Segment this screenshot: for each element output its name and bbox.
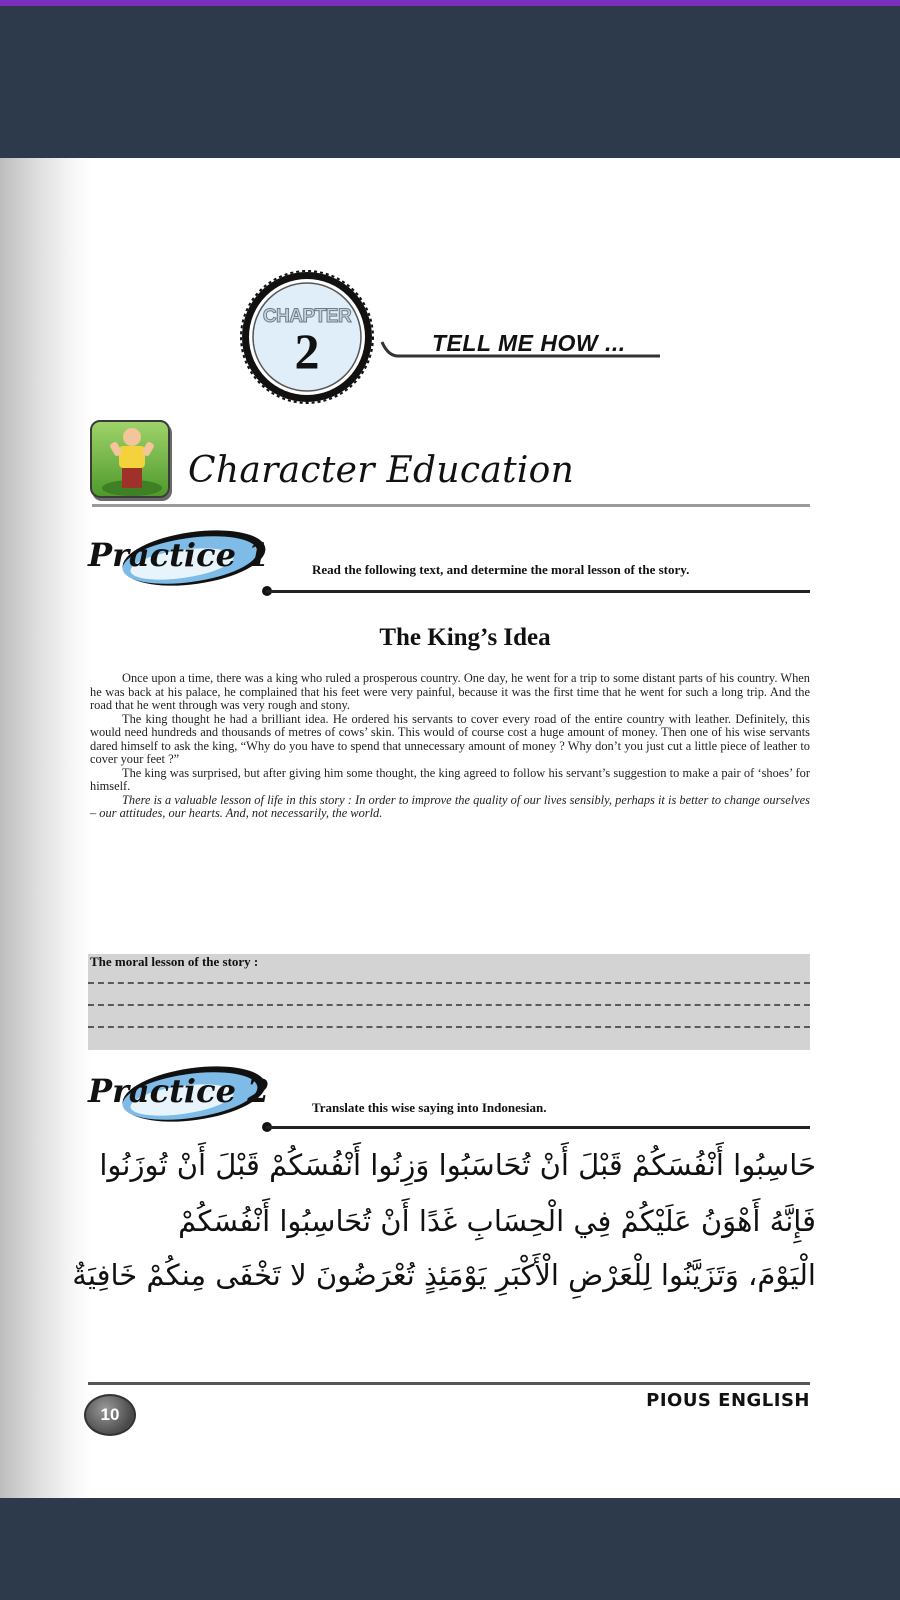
answer-box[interactable] xyxy=(88,954,810,1050)
viewer-top-bar xyxy=(0,6,900,158)
arabic-line: حَاسِبُوا أَنْفُسَكُمْ قَبْلَ أَنْ تُحَاسَبُوا وَزِنُوا أَنْفُسَكُمْ قَبْلَ أَنْ تُوزَنُوا xyxy=(99,1148,816,1182)
page-spine-shadow xyxy=(0,158,92,1498)
arabic-line: الْيَوْمَ، وَتَزَيَّنُوا لِلْعَرْضِ الْأَكْبَرِ يَوْمَئِذٍ تُعْرَضُونَ لا تَخْفَى مِنكُمْ خَافِيَةٌ xyxy=(72,1258,816,1292)
practice-1-rule xyxy=(266,590,810,593)
story-title: The King’s Idea xyxy=(379,624,551,651)
section-divider xyxy=(92,504,810,507)
page-number-badge: 10 xyxy=(84,1394,136,1436)
book-title: PIOUS ENGLISH xyxy=(646,1390,810,1411)
practice-1-text: Practice 1 xyxy=(88,536,270,574)
practice-2-label xyxy=(86,1056,276,1130)
arabic-line: فَإِنَّهُ أَهْوَنُ عَلَيْكُمْ فِي الْحِسَابِ غَدًا أَنْ تُحَاسِبُوا أَنْفُسَكُمْ xyxy=(178,1204,816,1238)
practice-2-rule xyxy=(266,1126,810,1129)
chapter-badge xyxy=(240,270,374,404)
practice-2-instruction: Translate this wise saying into Indonesian. xyxy=(312,1100,547,1115)
answer-line xyxy=(88,1004,810,1006)
footer-divider xyxy=(88,1382,810,1385)
practice-1-instruction: Read the following text, and determine the moral lesson of the story. xyxy=(312,562,690,577)
story-moral-note: There is a valuable lesson of life in this story : In order to improve the quality of our lives sensibly, perhaps it is better to change ourselves – our attitudes, our hearts. And, not necessarily, the world. xyxy=(90,792,810,820)
section-heading: Character Education xyxy=(188,450,575,491)
story-paragraph: The king thought he had a brilliant idea. He ordered his servants to cover every road of the entire country with leather. Definitely, this would need hundreds and thousands of metres of cows’ skin. This would of course cost a huge amount of money. Then one of his wise servants dared himself to ask the king, “Why do you have to spend that unnecessary amount of money ? Why don’t you just cut a little piece of leather to cover your feet ?” xyxy=(90,711,810,766)
chapter-word: CHAPTER xyxy=(262,306,352,327)
viewer-bottom-bar xyxy=(0,1498,900,1600)
child-figure-icon xyxy=(90,420,170,498)
story-paragraph: The king was surprised, but after giving him some thought, the king agreed to follow his servant’s suggestion to make a pair of ‘shoes’ for himself. xyxy=(90,765,810,793)
answer-line xyxy=(88,1026,810,1028)
chapter-title: TELL ME HOW ... xyxy=(432,330,626,356)
story-paragraph: Once upon a time, there was a king who ruled a prosperous country. One day, he went for a trip to some distant parts of his country. When he was back at his palace, he complained that his feet were very painful, because it was the first time that he went for such a long trip. And the road that he went through was very rough and stony. xyxy=(90,671,810,712)
story-text xyxy=(90,672,810,821)
answer-line xyxy=(88,982,810,984)
book-page[interactable] xyxy=(0,158,900,1498)
chapter-number: 2 xyxy=(294,323,320,379)
practice-2-text: Practice 2 xyxy=(88,1072,270,1110)
practice-1-label xyxy=(86,520,276,594)
answer-label: The moral lesson of the story : xyxy=(90,954,259,969)
